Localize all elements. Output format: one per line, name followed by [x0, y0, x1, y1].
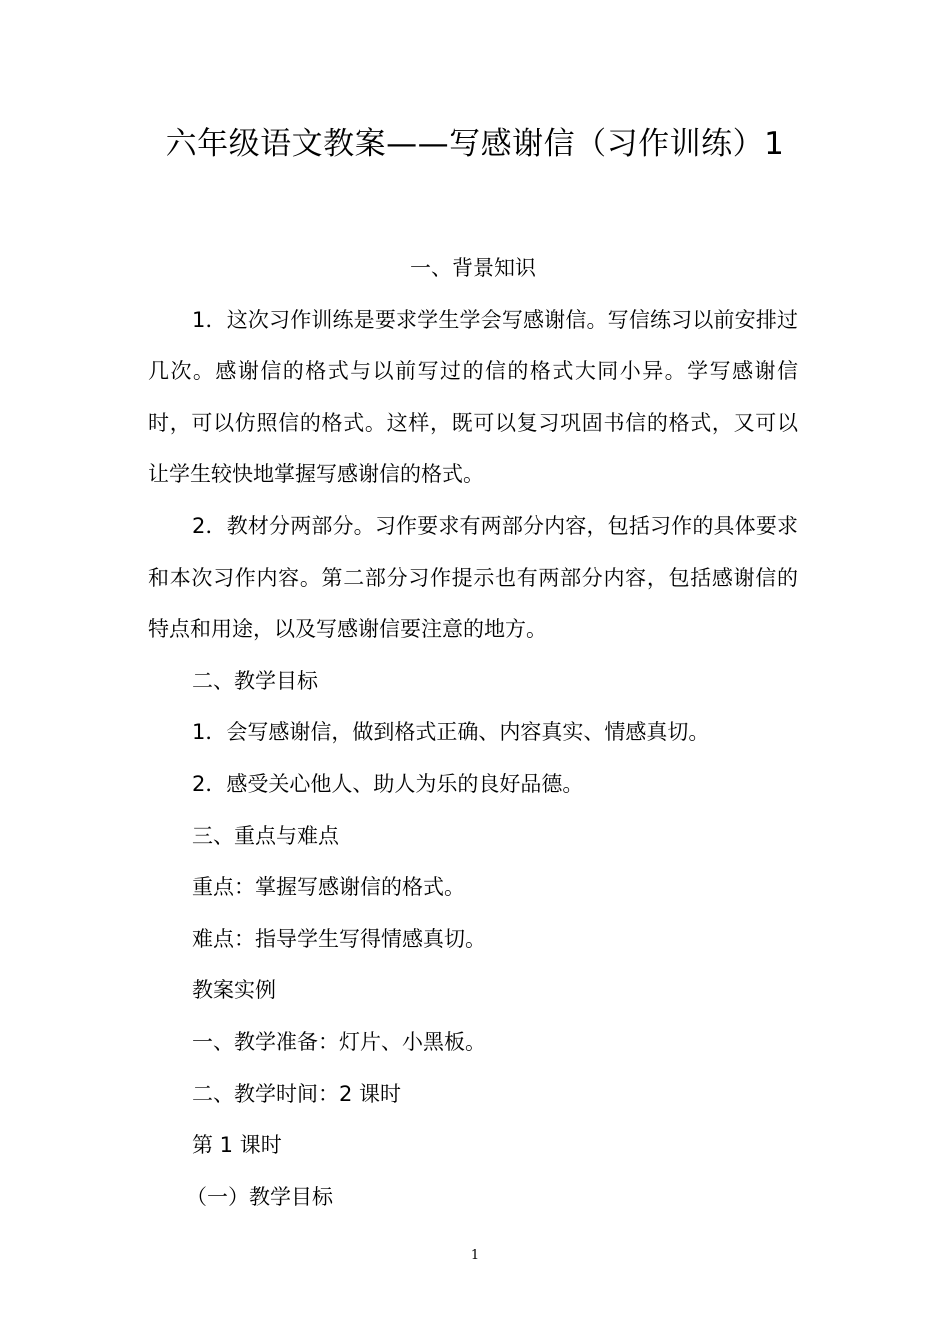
section-heading-example: 教案实例 [192, 978, 276, 1003]
section-heading-objectives: 二、教学目标 [192, 668, 318, 693]
lesson-one-heading: 第 1 课时 [192, 1133, 282, 1158]
document-title: 六年级语文教案——写感谢信（习作训练）1 [165, 126, 785, 162]
paragraph-background-1: 1．这次习作训练是要求学生学会写感谢信。写信练习以前安排过几次。感谢信的格式与以前写过的信的格式大同小异。学写感谢信时，可以仿照信的格式。这样，既可以复习巩固书信的格式，又可以让学生较快地掌握写感谢信的格式。 [148, 307, 798, 487]
document-body [148, 243, 798, 1223]
section-heading-key-points: 三、重点与难点 [192, 823, 339, 848]
teaching-time: 二、教学时间：2 课时 [192, 1081, 402, 1106]
key-point-item: 重点：掌握写感谢信的格式。 [192, 875, 465, 900]
lesson-one-objectives-heading: （一）教学目标 [186, 1184, 333, 1209]
objective-item-2: 2．感受关心他人、助人为乐的良好品德。 [192, 771, 584, 796]
paragraph-background-2: 2．教材分两部分。习作要求有两部分内容，包括习作的具体要求和本次习作内容。第二部分习作提示也有两部分内容，包括感谢信的特点和用途，以及写感谢信要注意的地方。 [148, 513, 798, 642]
section-heading-background: 一、背景知识 [410, 256, 536, 280]
page-number: 1 [470, 1248, 480, 1263]
difficulty-item: 难点：指导学生写得情感真切。 [192, 926, 486, 951]
teaching-preparation: 一、教学准备：灯片、小黑板。 [192, 1029, 486, 1054]
objective-item-1: 1．会写感谢信，做到格式正确、内容真实、情感真切。 [192, 720, 710, 745]
